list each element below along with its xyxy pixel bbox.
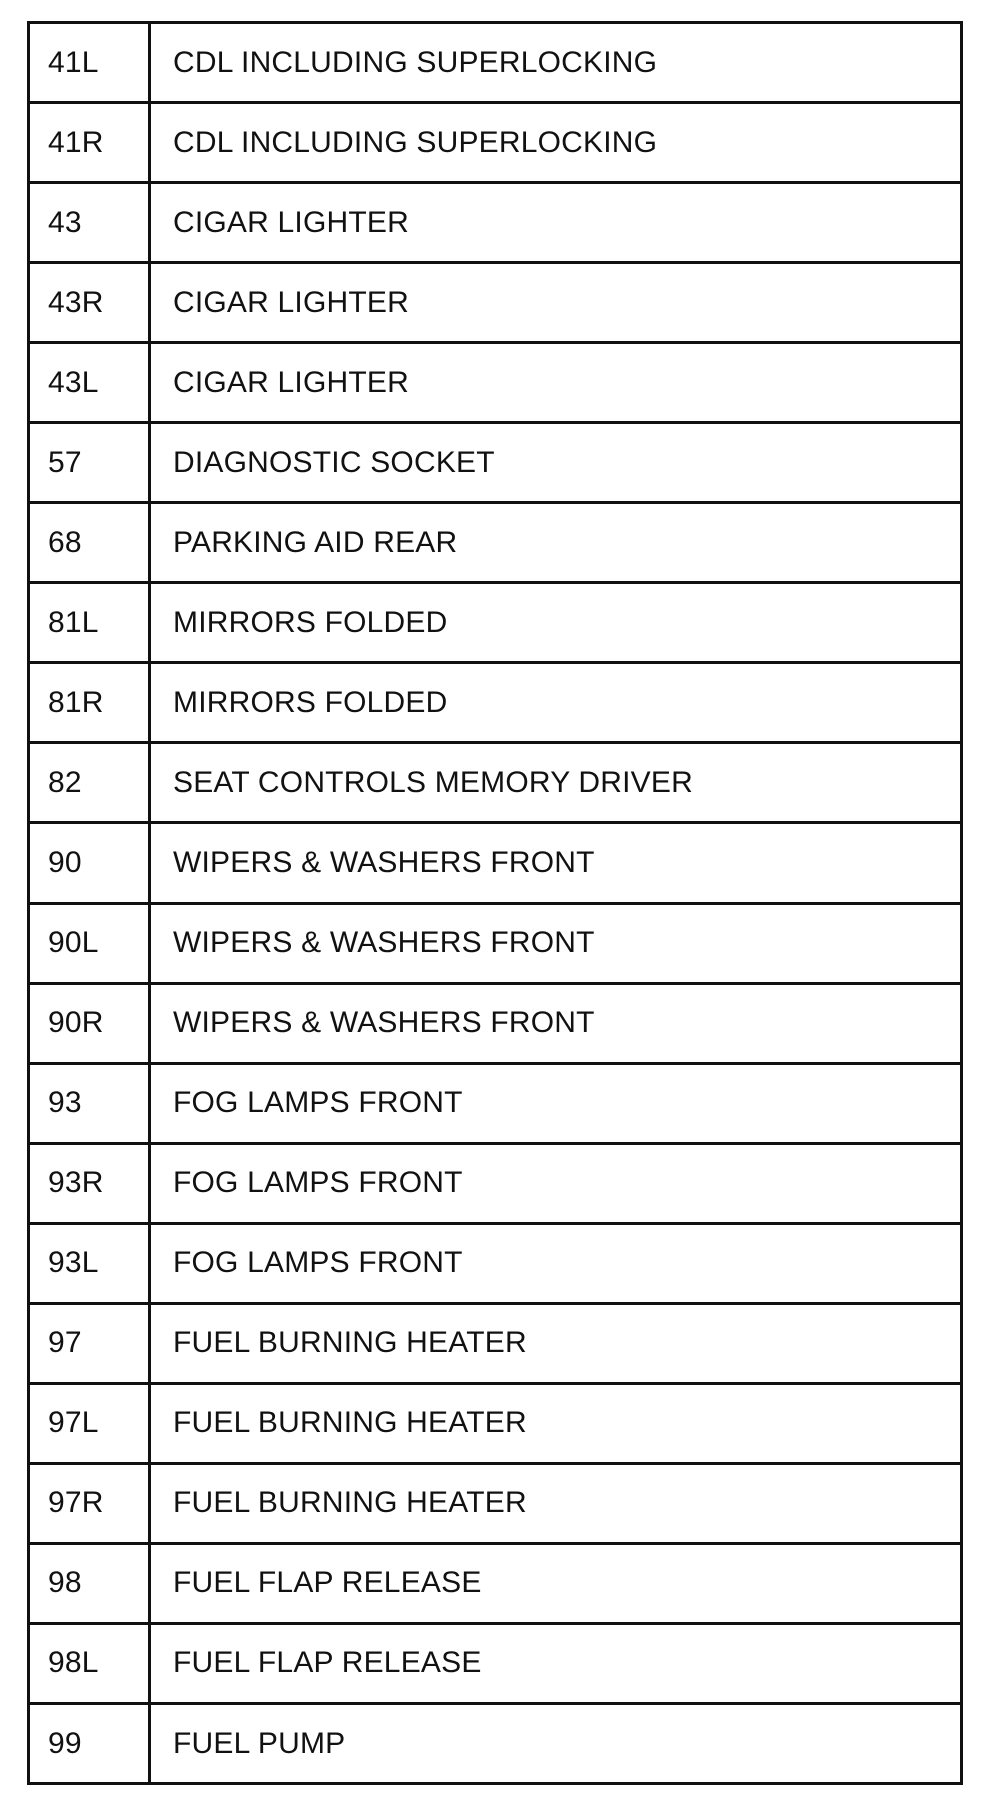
table-row [30,584,960,664]
circuit-description: FUEL BURNING HEATER [173,1326,527,1360]
circuit-table [27,21,963,1785]
circuit-description: CIGAR LIGHTER [173,285,409,319]
circuit-code: 93 [30,1065,151,1142]
circuit-code: 41L [30,24,151,101]
circuit-description: MIRRORS FOLDED [173,605,448,639]
circuit-description: FOG LAMPS FRONT [173,1166,463,1200]
circuit-code: 43R [30,264,151,341]
circuit-code: 97 [30,1305,151,1382]
circuit-code: 93L [30,1225,151,1302]
circuit-code: 43 [30,184,151,261]
circuit-description: FUEL BURNING HEATER [173,1406,527,1440]
circuit-description: PARKING AID REAR [173,525,458,559]
circuit-description: CDL INCLUDING SUPERLOCKING [173,125,658,159]
circuit-description: CIGAR LIGHTER [173,205,409,239]
table-row [30,104,960,184]
circuit-description: WIPERS & WASHERS FRONT [173,926,595,960]
table-row [30,1465,960,1545]
table-row [30,905,960,985]
circuit-description: SEAT CONTROLS MEMORY DRIVER [173,765,693,799]
circuit-description: WIPERS & WASHERS FRONT [173,1006,595,1040]
circuit-description: FOG LAMPS FRONT [173,1086,463,1120]
circuit-code: 43L [30,344,151,421]
table-row [30,264,960,344]
circuit-code: 99 [30,1705,151,1782]
table-row [30,504,960,584]
table-row [30,985,960,1065]
table-row [30,1065,960,1145]
table-row [30,1145,960,1225]
circuit-description: FUEL FLAP RELEASE [173,1646,482,1680]
circuit-code: 98L [30,1625,151,1702]
circuit-description: FUEL FLAP RELEASE [173,1566,482,1600]
circuit-code: 93R [30,1145,151,1222]
circuit-description: FUEL PUMP [173,1726,346,1760]
table-row [30,344,960,424]
circuit-description: FOG LAMPS FRONT [173,1246,463,1280]
table-row [30,1385,960,1465]
circuit-code: 90R [30,985,151,1062]
circuit-code: 97R [30,1465,151,1542]
circuit-code: 98 [30,1545,151,1622]
table-row [30,24,960,104]
circuit-code: 81L [30,584,151,661]
table-row [30,184,960,264]
circuit-code: 97L [30,1385,151,1462]
table-row [30,1545,960,1625]
table-row [30,1225,960,1305]
table-row [30,1625,960,1705]
circuit-description: CIGAR LIGHTER [173,365,409,399]
table-row [30,664,960,744]
circuit-code: 41R [30,104,151,181]
circuit-description: WIPERS & WASHERS FRONT [173,845,595,879]
circuit-code: 81R [30,664,151,741]
circuit-code: 82 [30,744,151,821]
circuit-code: 90L [30,905,151,982]
table-row [30,1705,960,1782]
circuit-description: MIRRORS FOLDED [173,685,448,719]
table-row [30,824,960,904]
table-row [30,424,960,504]
circuit-description: DIAGNOSTIC SOCKET [173,445,495,479]
table-row [30,744,960,824]
circuit-code: 57 [30,424,151,501]
circuit-code: 68 [30,504,151,581]
circuit-description: CDL INCLUDING SUPERLOCKING [173,45,658,79]
circuit-description: FUEL BURNING HEATER [173,1486,527,1520]
circuit-code: 90 [30,824,151,901]
table-row [30,1305,960,1385]
